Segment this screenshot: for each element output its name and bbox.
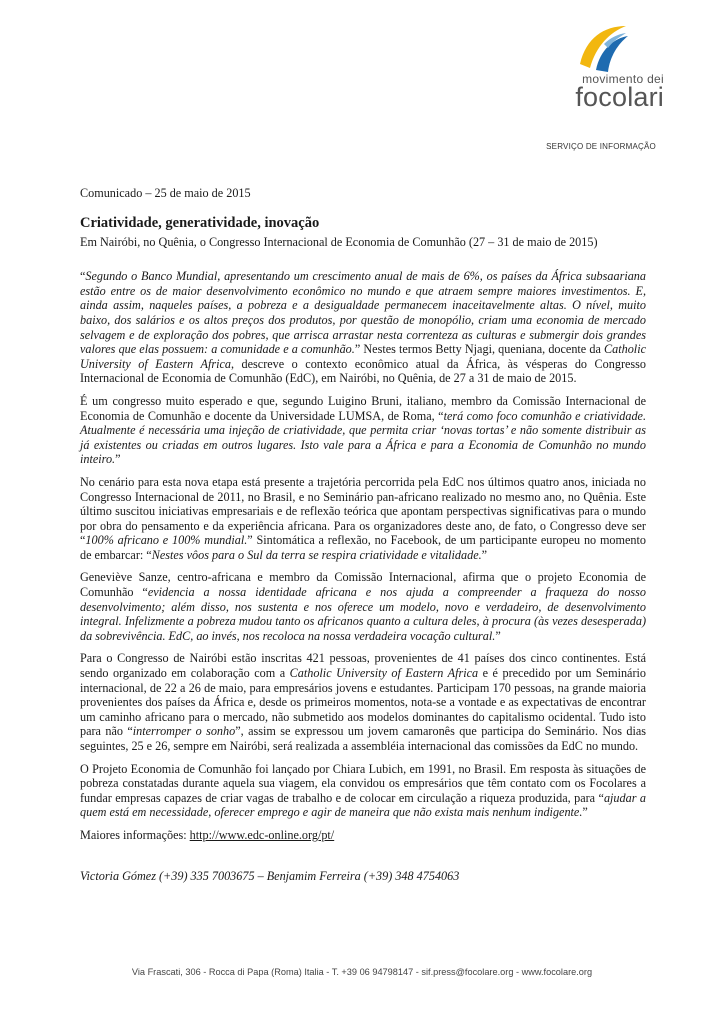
- paragraph-italic-text: Catholic University of Eastern Africa: [80, 342, 646, 371]
- paragraph-text: , descreve o contexto econômico atual da África, às vésperas do Congresso Internacional de Economia de Comunhão (EdC), em Nairóbi, no Quênia, de 27 a 31 de maio de 2015.: [80, 356, 646, 386]
- paragraph-text: ” Nestes termos Betty Njagi, queniana, docente da: [354, 342, 605, 357]
- more-info-link[interactable]: http://www.edc-online.org/pt/: [189, 827, 335, 842]
- paragraph-text: ”, assim se expressou um jovem camaronês que participa do Seminário. Nos dias seguintes, 25 e 26, sempre em Nairóbi, será realizada a assembléia internacional das comissões da EdC no mundo.: [80, 724, 646, 753]
- paragraph-italic-text: 100% africano e 100% mundial.: [85, 533, 248, 548]
- paragraph-italic-text: evidencia a nossa identidade africana e nos ajuda a compreender a fraqueza do nosso desenvolvimento; além disso, nos sustenta e nos oferece um modelo, novo e verdadeiro, de desenvolvimento integral. Infelizmente a pobreza mudou tanto os africanos quanto a cultura deles, à procura (às vezes desesperada) da sobrevivência. EdC, ao invés, nos recoloca na nossa verdadeira vocação cultural.: [80, 585, 647, 643]
- contacts: Victoria Gómez (+39) 335 7003675 – Benjamim Ferreira (+39) 348 4754063: [80, 868, 460, 883]
- document-body: [80, 186, 646, 883]
- paragraph: [80, 762, 646, 820]
- paragraph-italic-text: Nestes vôos para o Sul da terra se respira criatividade e vitalidade.: [151, 547, 482, 562]
- paragraph-text: É um congresso muito esperado e que, segundo Luigino Bruni, italiano, membro da Comissão Internacional de Economia de Comunhão e docente da Universidade LUMSA, de Roma, “: [80, 393, 646, 423]
- paragraph-text: No cenário para esta nova etapa está presente a trajetória percorrida pela EdC nos últimos quatro anos, iniciada no Congresso Internacional de 2011, no Brasil, e no Seminário pan-africano realizado no mesmo ano, no Quênia. Este último suscitou iniciativas empresariais e de reflexão teórica que apontam perspectivas significativas para o mundo por obra do pensamento e da experiência africana. Para os organizadores deste ano, de fato, o Congresso deve ser “: [80, 474, 646, 548]
- logo-line1: movimento dei: [582, 72, 664, 86]
- paragraph: [80, 475, 646, 563]
- paragraph-text: Geneviève Sanze, centro-africana e membro da Comissão Internacional, afirma que o projeto Economia de Comunhão “: [80, 570, 646, 600]
- paragraph-italic-text: interromper o sonho: [132, 724, 236, 739]
- paragraph-text: Para o Congresso de Nairóbi estão inscritas 421 pessoas, provenientes de 41 países dos cinco continentes. Está sendo organizado em colaboração com a: [80, 651, 646, 681]
- focolari-logo: [560, 24, 670, 114]
- paragraph-italic-text: ajudar a quem está em necessidade, oferecer emprego e agir de maneira que não exista mais nenhum indigente.: [80, 790, 646, 820]
- paragraph-text: ”: [481, 547, 488, 562]
- paragraph-text: ”: [582, 805, 588, 820]
- paragraph-text: e é precedido por um Seminário internacional, de 22 a 26 de maio, para empresários jovens e estudantes. Participam 170 pessoas, na grande maioria provenientes dos países da África e, desde os primeiros momentos, nota-se a vontade e as expectativas de encontrar um caminho africano para o mercado, não submetido aos modelos dominantes do capitalismo ocidental. Tudo isto para não “: [80, 666, 646, 739]
- paragraph-italic-text: Catholic University of Eastern Africa: [289, 666, 479, 681]
- paragraph: [80, 394, 646, 467]
- more-info-label: Maiores informações:: [80, 827, 190, 842]
- document-subtitle: Em Nairóbi, no Quênia, o Congresso Internacional de Economia de Comunhão (27 – 31 de maio de 2015): [80, 234, 598, 249]
- service-label: SERVIÇO DE INFORMAÇÃO: [546, 142, 656, 151]
- footer-address: Via Frascati, 306 - Rocca di Papa (Roma) Italia - T. +39 06 94798147 - sif.press@focolare.org - www.focolare.org: [131, 967, 593, 977]
- paragraph-text: ” Sintomática a reflexão, no Facebook, de um participante europeu no momento de embarcar: “: [80, 533, 646, 562]
- more-info: [80, 828, 646, 843]
- focolari-swoosh-logo-icon: [574, 24, 630, 72]
- paragraph: [80, 269, 646, 386]
- document-title: Criatividade, generatividade, inovação: [80, 214, 320, 231]
- paragraphs: [80, 269, 646, 820]
- paragraph-italic-text: Segundo o Banco Mundial, apresentando um crescimento anual de mais de 6%, os países da África subsaariana estão entre os de maior desenvolvimento econômico no mundo e que atraem sempre maiores investimentos. E, ainda assim, naqueles países, a pobreza e a desigualdade permanecem inaceitavelmente altas. O nível, muito baixo, dos salários e os altos preços dos produtos, por questão de monopólio, criam uma economia de mercado selvagem e de exploração dos pobres, que arrisca arrastar nesta correnteza as culturas e submergir dois grandes valores que elas possuem: a comunidade e a comunhão.: [80, 269, 646, 357]
- logo-line2: focolari: [575, 82, 664, 112]
- paragraph: [80, 570, 646, 643]
- paragraph-text: O Projeto Economia de Comunhão foi lançado por Chiara Lubich, em 1991, no Brasil. Em resposta às situações de pobreza constatadas durante aquela sua viagem, ela convidou os empresários que têm contato com os Focolares a fundar empresas capazes de criar vagas de trabalho e de colocar em circulação a riqueza produzida, para “: [80, 761, 646, 805]
- paragraph-text: “: [80, 269, 86, 284]
- press-release-date: Comunicado – 25 de maio de 2015: [80, 186, 251, 200]
- paragraph-text: ”: [495, 628, 501, 643]
- paragraph-italic-text: terá como foco comunhão e criatividade. Atualmente é necessária uma injeção de criatividade, que permita criar ‘novas tortas’ e não somente distribuir as já existentes ou criadas em outros lugares. Isto vale para a África e para a Economia de Comunhão no mundo inteiro.: [80, 408, 646, 467]
- paragraph-text: ”: [115, 452, 121, 467]
- paragraph: [80, 651, 646, 753]
